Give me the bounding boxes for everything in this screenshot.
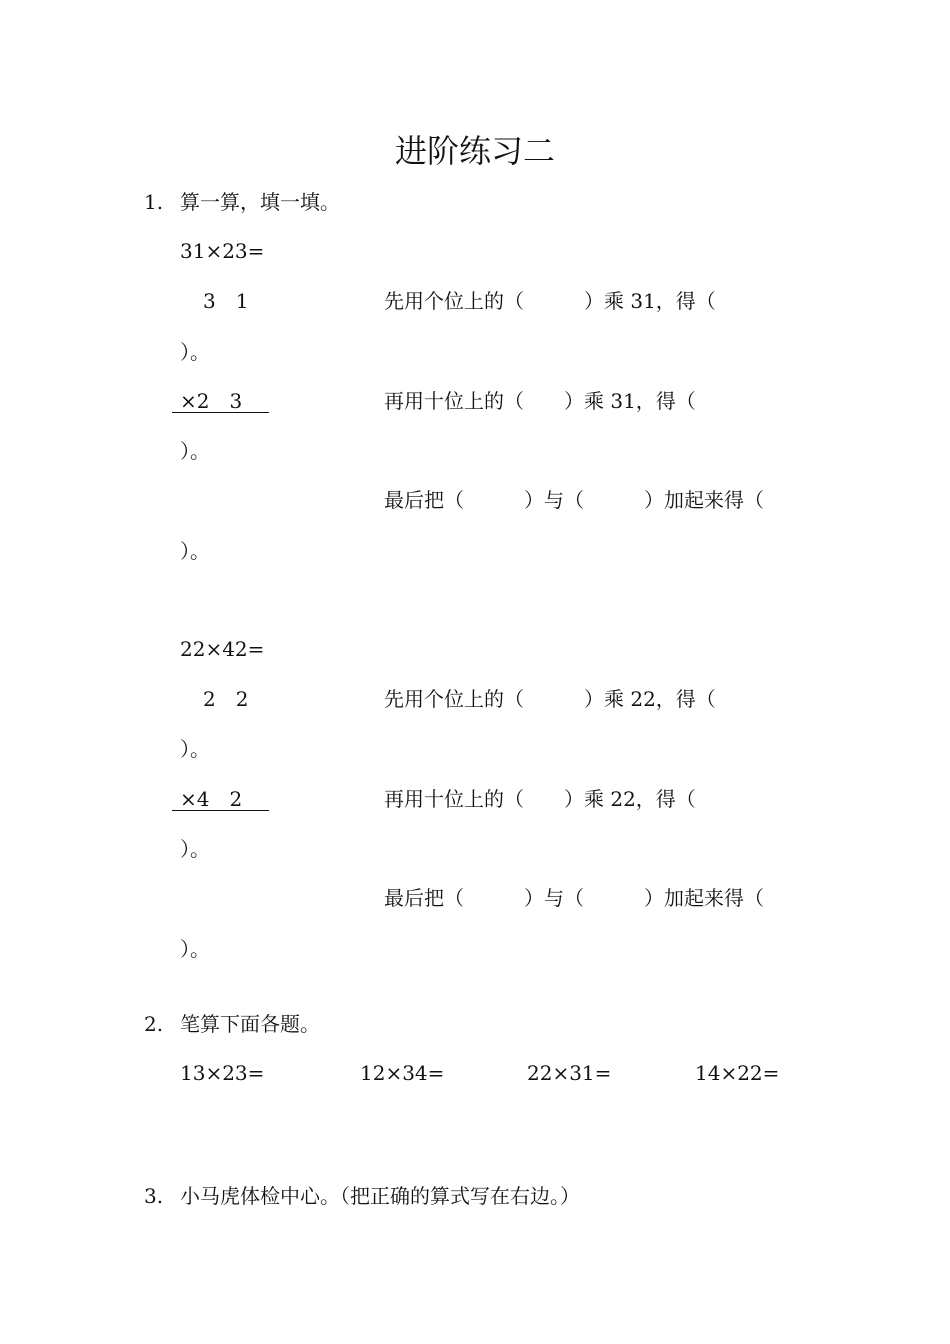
q1-p1-multiplier: ×2 3	[180, 389, 243, 413]
q1-p2-step3-end: ）。	[180, 937, 210, 961]
q1-p2-equation: 22×42=	[180, 637, 265, 661]
q1-p1-step2-end: ）。	[180, 439, 210, 463]
q1-p2-multiplicand: 2 2	[203, 687, 249, 711]
q1-p1-multiplicand: 3 1	[203, 289, 249, 313]
q2-item: 13×23=	[180, 1061, 265, 1085]
q1-p1-vertical-rule	[172, 412, 269, 413]
q2-number: 2.	[144, 1012, 164, 1036]
page-title: 进阶练习二	[394, 132, 555, 170]
q1-p2-multiplier: ×4 2	[180, 787, 243, 811]
q1-number: 1.	[144, 190, 164, 214]
q1-p1-equation: 31×23=	[180, 239, 265, 263]
q3-number: 3.	[144, 1184, 164, 1208]
q1-p2-step1: 先用个位上的（ ）乘 22，得（	[384, 687, 716, 711]
q1-p2-step2: 再用十位上的（ ）乘 22，得（	[384, 787, 696, 811]
q1-instruction: 算一算，填一填。	[180, 190, 340, 214]
q2-item: 12×34=	[360, 1061, 445, 1085]
q1-p1-step1: 先用个位上的（ ）乘 31，得（	[384, 289, 716, 313]
q1-p2-step1-end: ）。	[180, 737, 210, 761]
q1-p1-step3: 最后把（ ）与（ ）加起来得（	[384, 488, 764, 512]
q1-p1-step3-end: ）。	[180, 539, 210, 563]
q2-item: 14×22=	[695, 1061, 780, 1085]
q1-p1-step1-end: ）。	[180, 340, 210, 364]
q1-p2-step2-end: ）。	[180, 837, 210, 861]
q1-p1-step2: 再用十位上的（ ）乘 31，得（	[384, 389, 696, 413]
q1-p2-step3: 最后把（ ）与（ ）加起来得（	[384, 886, 764, 910]
q2-item: 22×31=	[527, 1061, 612, 1085]
q3-instruction: 小马虎体检中心。（把正确的算式写在右边。）	[180, 1184, 580, 1208]
q2-instruction: 笔算下面各题。	[180, 1012, 320, 1036]
q1-p2-vertical-rule	[172, 810, 269, 811]
